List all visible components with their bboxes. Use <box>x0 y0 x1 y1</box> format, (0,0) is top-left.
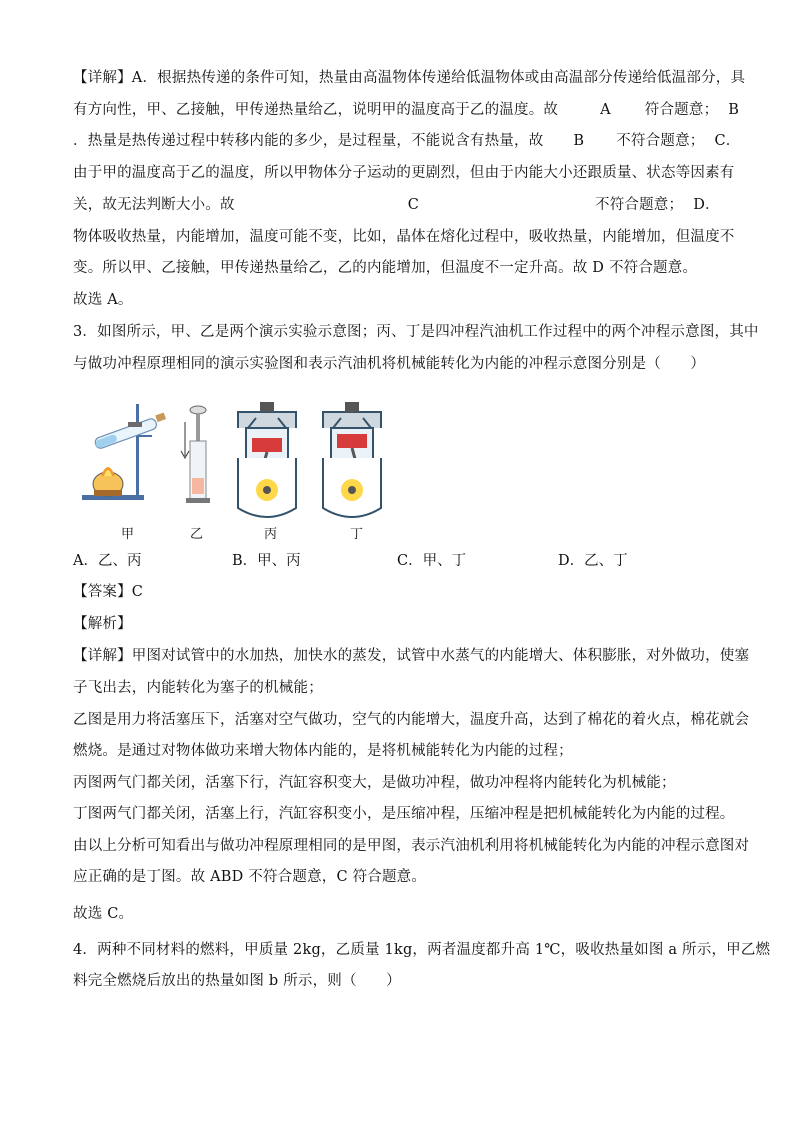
question-3-stem: 3．如图所示，甲、乙是两个演示实验示意图；丙、丁是四冲程汽油机工作过程中的两个冲程示意图，其中 <box>73 324 759 340</box>
analysis-label: 【解析】 <box>73 616 132 632</box>
caption-jia: 甲 <box>121 527 135 542</box>
figure-ding-compression-stroke <box>323 402 381 517</box>
question-4-stem: 4．两种不同材料的燃料，甲质量 2kg，乙质量 1kg，两者温度都升高 1℃，吸收热量如图 a 所示，甲乙燃 <box>73 942 771 958</box>
text-line: 关，故无法判断大小。故 C 不符合题意； D． <box>73 197 720 213</box>
figure-bing-power-stroke <box>238 402 296 517</box>
text-line: 【详解】甲图对试管中的水加热，加快水的蒸发，试管中水蒸气的内能增大、体积膨胀，对外做功，使塞 <box>73 648 750 664</box>
text-line: 【详解】A．根据热传递的条件可知，热量由高温物体传递给低温物体或由高温部分传递给低温部分，具 <box>73 70 746 86</box>
option-d: D．乙、丁 <box>558 553 628 569</box>
figure-jia-heating-test-tube <box>82 404 166 500</box>
caption-yi: 乙 <box>190 527 204 542</box>
figure-yi-air-compression <box>181 406 210 503</box>
text-line: 丙图两气门都关闭，活塞下行，汽缸容积变大，是做功冲程，做功冲程将内能转化为机械能； <box>73 775 676 791</box>
option-b: B．甲、丙 <box>232 553 301 569</box>
text-line: 子飞出去，内能转化为塞子的机械能； <box>73 680 323 696</box>
text-line: 丁图两气门都关闭，活塞上行，汽缸容积变小，是压缩冲程，压缩冲程是把机械能转化为内能的过程。 <box>73 806 735 822</box>
question-4-stem: 料完全燃烧后放出的热量如图 b 所示，则（ ） <box>73 973 401 989</box>
text-line: 应正确的是丁图。故 ABD 不符合题意，C 符合题意。 <box>73 869 427 885</box>
caption-ding: 丁 <box>350 527 364 542</box>
text-line: 故选 A。 <box>73 292 133 308</box>
answer-label: 【答案】C <box>73 584 144 600</box>
text-line: 乙图是用力将活塞压下，活塞对空气做功，空气的内能增大，温度升高，达到了棉花的着火点，棉花就会 <box>73 712 750 728</box>
text-line: 燃烧。是通过对物体做功来增大物体内能的，是将机械能转化为内能的过程； <box>73 743 573 759</box>
text-line: 变。所以甲、乙接触，甲传递热量给乙，乙的内能增加，但温度不一定升高。故 D 不符合题意。 <box>73 260 698 276</box>
question-3-stem: 与做功冲程原理相同的演示实验图和表示汽油机将机械能转化为内能的冲程示意图分别是（ ） <box>73 356 706 372</box>
text-line: 由以上分析可知看出与做功冲程原理相同的是甲图，表示汽油机利用将机械能转化为内能的冲程示意图对 <box>73 838 750 854</box>
text-line: 有方向性，甲、乙接触，甲传递热量给乙，说明甲的温度高于乙的温度。故 A 符合题意； B <box>73 102 740 118</box>
option-c: C．甲、丁 <box>397 553 467 569</box>
text-line: 由于甲的温度高于乙的温度，所以甲物体分子运动的更剧烈，但由于内能大小还跟质量、状态等因素有 <box>73 165 735 181</box>
text-line: 故选 C。 <box>73 906 134 922</box>
caption-bing: 丙 <box>264 527 278 542</box>
text-line: 物体吸收热量，内能增加，温度可能不变，比如，晶体在熔化过程中，吸收热量，内能增加，但温度不 <box>73 229 735 245</box>
experiment-figure <box>70 392 410 537</box>
text-line: ．热量是热传递过程中转移内能的多少，是过程量，不能说含有热量，故 B 不符合题意； C． <box>73 133 741 149</box>
option-a: A．乙、丙 <box>73 553 142 569</box>
